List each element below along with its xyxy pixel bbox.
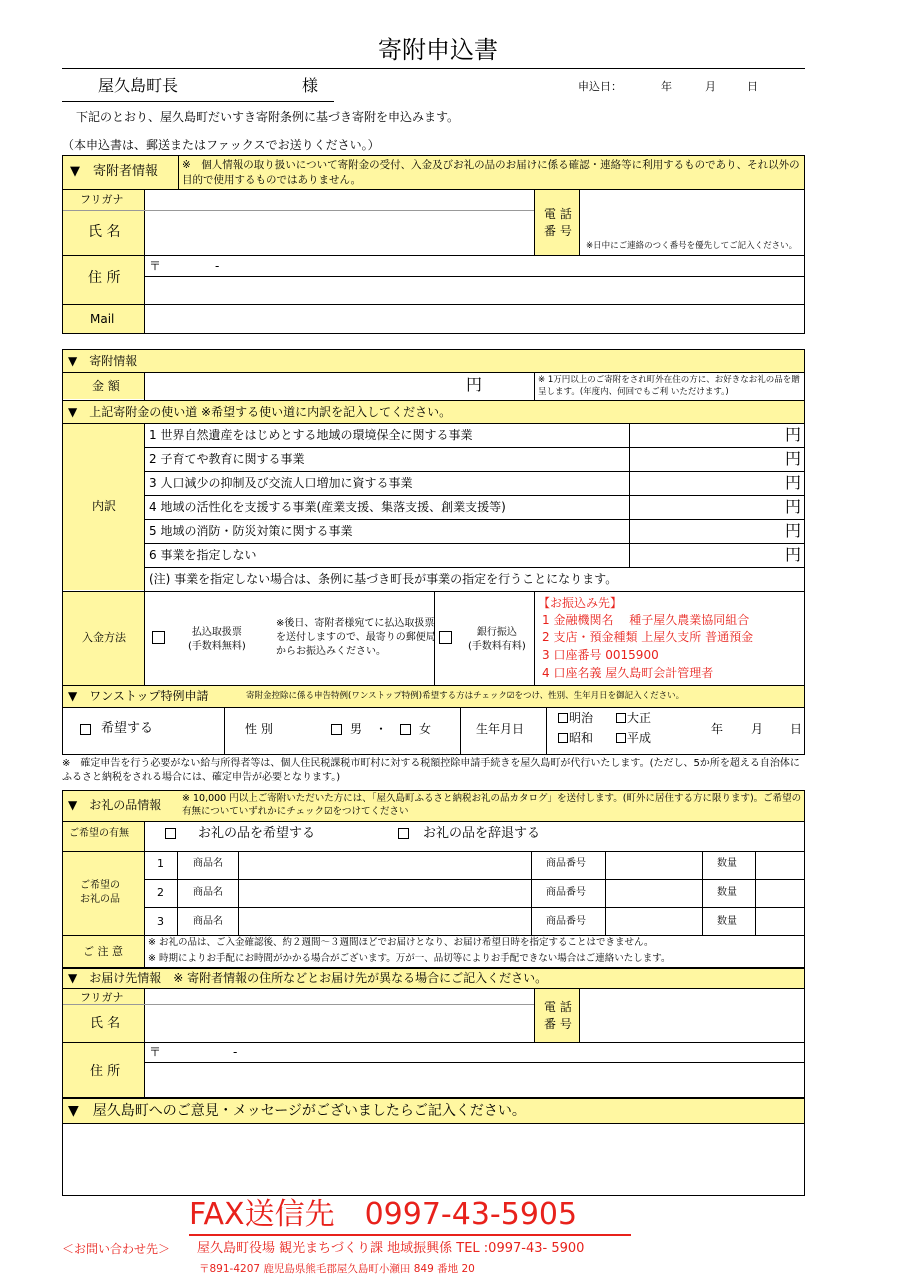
era-label: 大正 (627, 711, 652, 725)
usage-note: (注) 事業を指定しない場合は、条例に基づき町長が事業の指定を行うことになります。 (149, 572, 618, 586)
postal-transfer-checkbox[interactable] (152, 631, 165, 644)
apply-date-label: 申込日： (578, 80, 622, 93)
gift-items-label: ご希望の お礼の品 (80, 880, 120, 905)
bank-info-divider (534, 591, 535, 685)
apply-date-day[interactable]: 日 (747, 80, 758, 93)
usage-row-line (144, 567, 805, 568)
onestop-div-3 (546, 707, 547, 755)
donor-furigana-input[interactable] (145, 190, 534, 210)
usage-yen: 円 (785, 449, 802, 468)
donor-address-label: 住 所 (88, 270, 121, 286)
usage-yen: 円 (785, 425, 802, 444)
donor-header: ▼ 寄附者情報 (70, 164, 158, 179)
era-label: 平成 (627, 731, 652, 745)
postal-transfer-note: ※後日、寄附者様宛てに払込取扱票を送付しますので、最寄りの郵便局からお振込みください。 (276, 618, 436, 657)
usage-item: 5 地域の消防・防災対策に関する事業 (149, 524, 353, 538)
usage-label-divider (144, 423, 145, 591)
birth-month[interactable]: 月 (751, 722, 764, 736)
gift-caution-line: ※ お礼の品は、ご入金確認後、約２週間～３週間ほどでお届けとなり、お届け希望日時を指定することはできません。 (148, 937, 654, 948)
gift-header: ▼ お礼の品情報 (68, 798, 162, 812)
donor-tel-label: 電 話 番 号 (544, 207, 572, 238)
title-underline (62, 68, 805, 69)
gift-product-name-label: 商品名 (193, 858, 223, 869)
usage-amount-input[interactable] (630, 472, 784, 494)
contact-label: ＜お問い合わせ先＞ (62, 1242, 171, 1256)
delivery-furigana-input[interactable] (145, 989, 534, 1004)
birth-day[interactable]: 日 (790, 722, 803, 736)
usage-amount-input[interactable] (630, 544, 784, 566)
onestop-div-2 (460, 707, 461, 755)
contact-text: 屋久島町役場 観光まちづくり課 地域振興係 TEL :0997-43- 5900 (197, 1241, 585, 1256)
male-label: 男 (350, 722, 363, 736)
gift-col-1 (177, 851, 178, 935)
delivery-name-label: 氏 名 (90, 1016, 121, 1031)
page-title: 寄附申込書 (378, 36, 498, 64)
donation-header-bg (63, 350, 804, 372)
delivery-postal-mark: 〒 (149, 1045, 162, 1059)
female-checkbox[interactable] (400, 724, 411, 735)
delivery-address-label: 住 所 (90, 1064, 121, 1079)
gift-col-3 (531, 851, 532, 935)
onestop-header: ▼ ワンストップ特例申請 (68, 689, 209, 703)
gift-label-divider (144, 821, 145, 968)
usage-item: 1 世界自然遺産をはじめとする地域の環境保全に関する事業 (149, 428, 473, 442)
delivery-furigana-label: フリガナ (80, 991, 124, 1004)
apply-date-month[interactable]: 月 (705, 80, 716, 93)
donor-postal-dash: - (215, 259, 220, 273)
usage-item: 2 子育てや教育に関する事業 (149, 452, 305, 466)
gift-col-4 (605, 851, 606, 935)
gift-product-name-label: 商品名 (193, 916, 223, 927)
gift-line-1 (62, 821, 805, 822)
donor-name-label: 氏 名 (88, 224, 121, 240)
usage-amount-input[interactable] (630, 448, 784, 470)
usage-item: 3 人口減少の抑制及び交流人口増加に資する事業 (149, 476, 413, 490)
birth-year[interactable]: 年 (711, 722, 724, 736)
apply-date-year[interactable]: 年 (661, 80, 672, 93)
donor-header-divider (178, 156, 179, 189)
privacy-note: ※ 個人情報の取り扱いについて寄附金の受付、入金及びお礼の品のお届けに係る確認・連絡等に利用するものであり、それ以外の目的で使用するものではありません。 (182, 159, 800, 186)
usage-yen: 円 (785, 521, 802, 540)
delivery-header: ▼ お届け先情報 ※ 寄附者情報の住所などとお届け先が異なる場合にご記入ください。 (68, 971, 548, 985)
contact-address: 〒891-4207 鹿児島県熊毛郡屋久島町小瀬田 849 番地 20 (199, 1263, 475, 1275)
send-note: （本申込書は、郵送またはファックスでお送りください。） (62, 138, 380, 152)
fax-underline (189, 1234, 631, 1236)
delivery-postal-dash: - (233, 1045, 238, 1059)
amount-input[interactable] (145, 373, 465, 399)
fax-number: FAX送信先 0997-43-5905 (189, 1197, 578, 1232)
gift-col-5 (702, 851, 703, 935)
message-input[interactable] (63, 1124, 804, 1195)
gift-header-note: ※ 10,000 円以上ご寄附いただいた方には、「屋久島町ふるさと納税お礼の品カタログ」を送付します。(町外に居住する方に限ります)。ご希望の有無についていずれかにチェック☑をつけてください (182, 793, 802, 817)
male-checkbox[interactable] (331, 724, 342, 735)
gift-row-number: 1 (157, 857, 164, 870)
payment-label-divider (144, 591, 145, 685)
addressee: 屋久島町長 (98, 76, 179, 95)
donor-tel-input[interactable] (580, 190, 804, 240)
donation-header: ▼ 寄附情報 (68, 354, 138, 368)
onestop-header-note: 寄附金控除に係る申告特例(ワンストップ特例)希望する方はチェック☑をつけ、性別、生年月日を御記入ください。 (246, 691, 685, 701)
amount-yen: 円 (466, 375, 483, 394)
donor-tel-note: ※日中にご連絡のつく番号を優先してご記入ください。 (586, 241, 798, 251)
gift-decline-checkbox[interactable] (398, 828, 409, 839)
onestop-wish-checkbox[interactable] (80, 724, 91, 735)
payment-label: 入金方法 (82, 631, 126, 644)
gift-product-no-label: 商品番号 (546, 916, 586, 927)
donor-mail-label: Mail (90, 312, 115, 326)
era-checkbox[interactable] (558, 733, 568, 743)
gift-qty-label: 数量 (717, 916, 737, 927)
era-checkbox[interactable] (558, 713, 568, 723)
delivery-label-bg (63, 989, 144, 1097)
usage-amount-input[interactable] (630, 520, 784, 542)
onestop-wish-label: 希望する (101, 721, 154, 736)
gift-caution-label: ご 注 意 (83, 945, 123, 958)
gift-col-6 (755, 851, 756, 935)
donor-postal-mark: 〒 (149, 259, 162, 273)
gift-product-name-input[interactable] (239, 908, 530, 935)
delivery-tel-input[interactable] (580, 989, 804, 1042)
gender-label: 性 別 (245, 722, 273, 736)
gift-decline-label: お礼の品を辞退する (423, 826, 541, 841)
gift-qty-label: 数量 (717, 858, 737, 869)
amount-note: ※ 1万円以上のご寄附をされ町外在住の方に、お好きなお礼の品を贈呈します。(年度内、何回でもご利 いただけます。) (538, 375, 800, 397)
usage-amount-input[interactable] (630, 424, 784, 446)
amount-label: 金 額 (92, 379, 120, 393)
female-label: 女 (419, 722, 432, 736)
donor-furigana-label: フリガナ (80, 193, 124, 206)
gift-caution-line: ※ 時期によりお手配にお時間がかかる場合がございます。万が一、品切等によりお手配できない場合はご連絡いたします。 (148, 953, 671, 964)
message-header: ▼ 屋久島町へのご意見・メッセージがございましたらご記入ください。 (68, 1103, 526, 1119)
delivery-name-input[interactable] (145, 1005, 534, 1042)
bank-info-line: 1 金融機関名 種子屋久農業協同組合 (542, 613, 750, 627)
era-checkbox[interactable] (616, 733, 626, 743)
gift-row-number: 3 (157, 915, 164, 928)
postal-transfer-label: 払込取扱票 (手数料無料) (188, 627, 246, 652)
usage-amount-input[interactable] (630, 496, 784, 518)
gift-line-3 (62, 935, 805, 936)
gift-row-number: 2 (157, 886, 164, 899)
payment-mid-divider (434, 591, 435, 685)
intro-text: 下記のとおり、屋久島町だいすき寄附条例に基づき寄附を申込みます。 (76, 110, 460, 124)
gift-wish-label: ご希望の有無 (69, 828, 129, 839)
onestop-line-2 (62, 707, 805, 708)
delivery-tel-left (534, 988, 535, 1042)
gift-product-name-label: 商品名 (193, 887, 223, 898)
era-checkbox[interactable] (616, 713, 626, 723)
donor-name-input[interactable] (145, 211, 534, 255)
usage-header: ▼ 上記寄附金の使い道 ※希望する使い道に内訳を記入してください。 (68, 405, 452, 419)
usage-label: 内訳 (92, 499, 117, 513)
donor-address-input[interactable] (145, 277, 804, 303)
bank-transfer-label: 銀行振込 (手数料有料) (468, 627, 526, 652)
bank-transfer-checkbox[interactable] (439, 631, 452, 644)
usage-yen: 円 (785, 497, 802, 516)
onestop-div-1 (224, 707, 225, 755)
gift-product-no-label: 商品番号 (546, 858, 586, 869)
addressee-underline (62, 101, 334, 102)
gender-dot: ・ (375, 722, 388, 736)
usage-yen: 円 (785, 473, 802, 492)
amount-note-divider (534, 372, 535, 400)
birth-label: 生年月日 (476, 722, 525, 736)
onestop-footnote: ※ 確定申告を行う必要がない給与所得者等は、個人住民税課税市町村に対する税額控除申請手続きを屋久島町が代行いたします。(ただし、5か所を超える自治体にふるさと納税をされる場合には、確定申告が必要となります。) (62, 758, 800, 783)
delivery-postal-input[interactable] (160, 1043, 260, 1062)
delivery-address-input[interactable] (145, 1063, 804, 1097)
bank-info-title: 【お振込み先】 (538, 596, 623, 610)
bank-info-line: 4 口座名義 屋久島町会計管理者 (542, 666, 714, 680)
gift-product-name-input[interactable] (239, 880, 530, 907)
donor-mail-input[interactable] (145, 305, 804, 333)
donor-postal-input[interactable] (160, 257, 260, 275)
delivery-tel-label: 電 話 番 号 (544, 1000, 572, 1031)
era-label: 明治 (569, 711, 594, 725)
gift-want-label: お礼の品を希望する (198, 826, 316, 841)
gift-qty-label: 数量 (717, 887, 737, 898)
bank-info-line: 2 支店・預金種類 上屋久支所 普通預金 (542, 630, 754, 644)
usage-yen: 円 (785, 545, 802, 564)
donor-tel-left (534, 189, 535, 256)
gift-product-no-label: 商品番号 (546, 887, 586, 898)
gift-product-name-input[interactable] (239, 852, 530, 879)
usage-item: 6 事業を指定しない (149, 548, 257, 562)
gift-want-checkbox[interactable] (165, 828, 176, 839)
donor-line-2 (62, 255, 805, 256)
addressee-sama: 様 (302, 76, 319, 95)
usage-item: 4 地域の活性化を支援する事業(産業支援、集落支援、創業支援等) (149, 500, 506, 514)
bank-info-line: 3 口座番号 0015900 (542, 648, 659, 662)
era-label: 昭和 (569, 731, 594, 745)
